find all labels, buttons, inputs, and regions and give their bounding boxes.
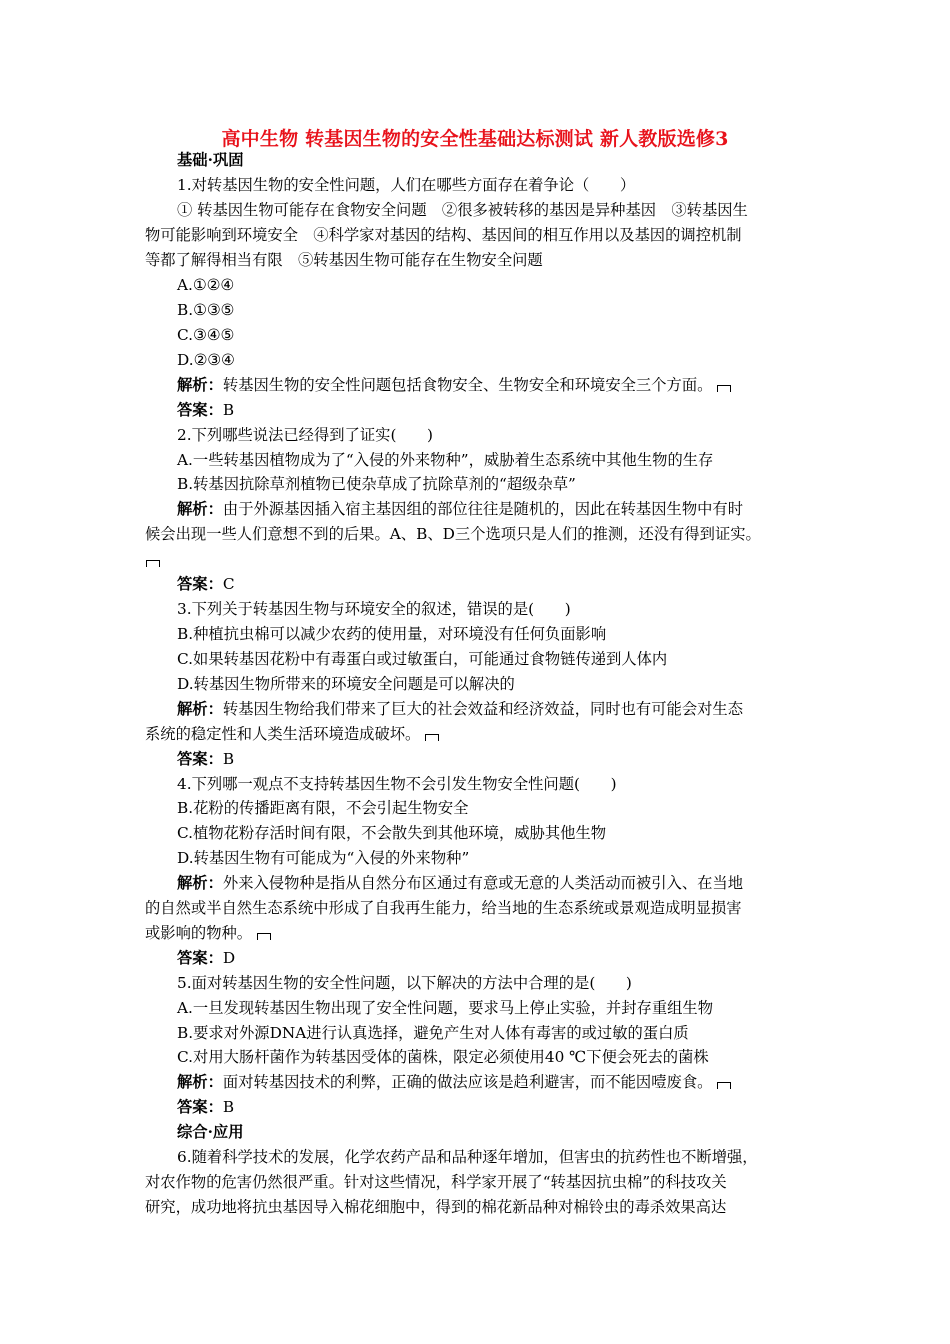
q2-analysis-text-1: 由于外源基因插入宿主基因组的部位往往是随机的，因此在转基因生物中有时 bbox=[222, 500, 744, 518]
q4-analysis-line-1 bbox=[177, 873, 743, 893]
anchor-mark-icon bbox=[425, 734, 439, 741]
q5-answer-value: B bbox=[222, 1098, 235, 1116]
q6-line-1: 6.随着科学技术的发展，化学农药产品和品种逐年增加，但害虫的抗药性也不断增强， bbox=[177, 1148, 758, 1166]
q3-answer-value: B bbox=[222, 750, 235, 768]
q5-option-c: C.对用大肠杆菌作为转基因受体的菌株，限定必须使用40 ℃下便会死去的菌株 bbox=[177, 1048, 709, 1066]
q1-option-d: D.②③④ bbox=[177, 351, 235, 369]
q4-analysis-text-3: 或影响的物种。 bbox=[145, 924, 253, 942]
q3-analysis-line-1 bbox=[177, 699, 743, 719]
q3-analysis-line-2 bbox=[145, 724, 439, 744]
q2-analysis-line-1 bbox=[177, 499, 743, 519]
q2-option-b: B.转基因抗除草剂植物已使杂草成了抗除草剂的“超级杂草” bbox=[177, 475, 576, 493]
anchor-mark-icon bbox=[146, 560, 160, 567]
q4-analysis-line-3 bbox=[145, 923, 271, 943]
analysis-label: 解析： bbox=[177, 500, 223, 518]
q1-option-b: B.①③⑤ bbox=[177, 301, 235, 319]
answer-label: 答案： bbox=[177, 401, 223, 419]
q4-option-c: C.植物花粉存活时间有限，不会散失到其他环境，威胁其他生物 bbox=[177, 824, 607, 842]
q1-option-a: A.①②④ bbox=[177, 276, 235, 294]
q4-answer bbox=[177, 948, 235, 968]
q4-analysis-text-1: 外来入侵物种是指从自然分布区通过有意或无意的人类活动而被引入、在当地 bbox=[222, 874, 744, 892]
analysis-label: 解析： bbox=[177, 874, 223, 892]
q1-answer-value: B bbox=[222, 401, 235, 419]
answer-label: 答案： bbox=[177, 1098, 223, 1116]
q5-option-b: B.要求对外源DNA进行认真选择，避免产生对人体有毒害的或过敏的蛋白质 bbox=[177, 1024, 689, 1042]
answer-label: 答案： bbox=[177, 949, 223, 967]
q3-analysis-text-2: 系统的稳定性和人类生活环境造成破坏。 bbox=[145, 725, 421, 743]
q5-stem: 5.面对转基因生物的安全性问题，以下解决的方法中合理的是( ) bbox=[177, 974, 632, 992]
q4-stem: 4.下列哪一观点不支持转基因生物不会引发生物安全性问题( ) bbox=[177, 775, 617, 793]
q1-stem: 1.对转基因生物的安全性问题，人们在哪些方面存在着争论（ ） bbox=[177, 176, 636, 194]
section-heading-basic: 基础·巩固 bbox=[177, 151, 244, 169]
q1-statement-line-3: 等都了解得相当有限 ⑤转基因生物可能存在生物安全问题 bbox=[145, 251, 543, 269]
q3-analysis-text-1: 转基因生物给我们带来了巨大的社会效益和经济效益，同时也有可能会对生态 bbox=[222, 700, 744, 718]
q5-analysis bbox=[177, 1072, 731, 1092]
analysis-label: 解析： bbox=[177, 1073, 223, 1091]
q2-stem: 2.下列哪些说法已经得到了证实( ) bbox=[177, 426, 433, 444]
q3-option-b: B.种植抗虫棉可以减少农药的使用量，对环境没有任何负面影响 bbox=[177, 625, 607, 643]
anchor-mark-icon bbox=[717, 1082, 731, 1089]
answer-label: 答案： bbox=[177, 575, 223, 593]
document-title: 高中生物 转基因生物的安全性基础达标测试 新人教版选修3 bbox=[221, 128, 729, 150]
q4-answer-value: D bbox=[222, 949, 236, 967]
q6-line-2: 对农作物的危害仍然很严重。针对这些情况，科学家开展了“转基因抗虫棉”的科技攻关 bbox=[145, 1173, 727, 1191]
q2-answer-value: C bbox=[222, 575, 235, 593]
q4-option-d: D.转基因生物有可能成为“入侵的外来物种” bbox=[177, 849, 470, 867]
q5-option-a: A.一旦发现转基因生物出现了安全性问题，要求马上停止实验，并封存重组生物 bbox=[177, 999, 714, 1017]
q5-analysis-text: 面对转基因技术的利弊，正确的做法应该是趋利避害，而不能因噎废食。 bbox=[222, 1073, 713, 1091]
q1-answer bbox=[177, 400, 234, 420]
q6-line-3: 研究，成功地将抗虫基因导入棉花细胞中，得到的棉花新品种对棉铃虫的毒杀效果高达 bbox=[145, 1198, 727, 1216]
q1-statement-line-2: 物可能影响到环境安全 ④科学家对基因的结构、基因间的相互作用以及基因的调控机制 bbox=[145, 226, 742, 244]
q3-stem: 3.下列关于转基因生物与环境安全的叙述，错误的是( ) bbox=[177, 600, 571, 618]
q2-answer bbox=[177, 574, 235, 594]
anchor-mark-icon bbox=[257, 933, 271, 940]
q4-analysis-line-2: 的自然或半自然生态系统中形成了自我再生能力，给当地的生态系统或景观造成明显损害 bbox=[145, 899, 742, 917]
q1-option-c: C.③④⑤ bbox=[177, 326, 235, 344]
anchor-mark-icon bbox=[717, 385, 731, 392]
analysis-label: 解析： bbox=[177, 376, 223, 394]
answer-label: 答案： bbox=[177, 750, 223, 768]
q1-analysis-text: 转基因生物的安全性问题包括食物安全、生物安全和环境安全三个方面。 bbox=[222, 376, 713, 394]
section-heading-advanced: 综合·应用 bbox=[177, 1123, 244, 1141]
q3-option-c: C.如果转基因花粉中有毒蛋白或过敏蛋白，可能通过食物链传递到人体内 bbox=[177, 650, 668, 668]
analysis-label: 解析： bbox=[177, 700, 223, 718]
q3-option-d: D.转基因生物所带来的环境安全问题是可以解决的 bbox=[177, 675, 515, 693]
q1-analysis bbox=[177, 375, 731, 395]
q5-answer bbox=[177, 1097, 234, 1117]
q2-analysis-line-2: 候会出现一些人们意想不到的后果。A、B、D三个选项只是人们的推测，还没有得到证实。 bbox=[145, 525, 761, 543]
q2-option-a: A.一些转基因植物成为了“入侵的外来物种”，威胁着生态系统中其他生物的生存 bbox=[177, 451, 714, 469]
q1-statement-line-1: ① 转基因生物可能存在食物安全问题 ②很多被转移的基因是异种基因 ③转基因生 bbox=[177, 201, 748, 219]
q4-option-b: B.花粉的传播距离有限，不会引起生物安全 bbox=[177, 799, 469, 817]
q3-answer bbox=[177, 749, 234, 769]
